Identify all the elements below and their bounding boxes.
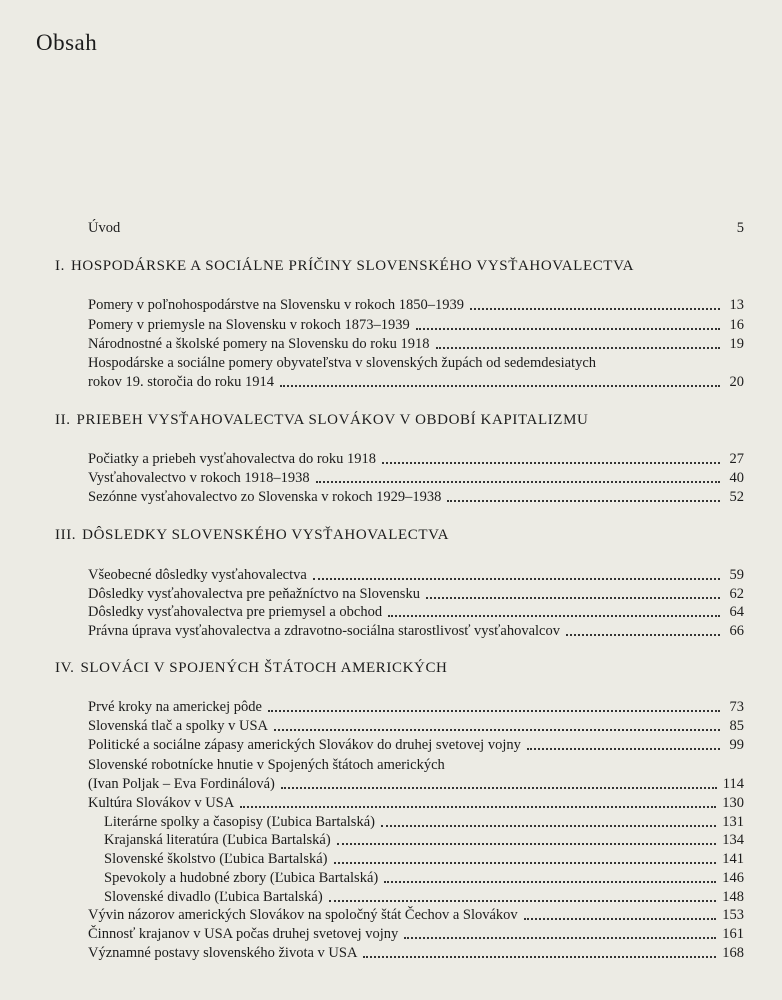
toc-entry-page: 130 [722,795,744,811]
page-title: Obsah [36,30,98,55]
toc-entry-title: Sezónne vysťahovalectvo zo Slovenska v rokoch 1929–1938 [88,489,442,505]
section-title: SLOVÁCI V SPOJENÝCH ŠTÁTOCH AMERICKÝCH [80,660,448,676]
toc-entry [88,373,744,391]
toc-entry-title: (Ivan Poljak – Eva Fordinálová) [88,776,275,792]
toc-entry [88,775,744,793]
dot-leader [527,748,720,750]
section-heading-3 [55,527,745,544]
toc-entry-page: 66 [729,623,744,639]
toc-entry-page: 27 [729,451,744,467]
dot-leader [281,787,717,789]
toc-entry-page: 141 [722,851,744,867]
dot-leader [363,956,716,958]
toc-entry-title-line1: Hospodárske a sociálne pomery obyvateľstva v slovenských župách od sedemdesiatych [88,355,597,371]
dot-leader [274,729,720,731]
toc-entry-page: 131 [722,814,744,830]
toc-entry-page: 62 [729,586,744,602]
toc-subentry [104,831,744,849]
toc-subentry [104,869,744,887]
dot-leader [313,578,720,580]
dot-leader [447,500,720,502]
toc-entry-title: rokov 19. storočia do roku 1914 [88,374,275,390]
toc-entry [88,335,744,353]
section-number: III. [55,527,77,543]
toc-entry [88,296,744,314]
toc-entry-page: 64 [729,604,744,620]
toc-entry [88,717,744,735]
toc-entry-page: 52 [729,489,744,505]
section-number: II. [55,412,71,428]
toc-entry-page: 99 [729,737,744,753]
toc-entry-title: Vysťahovalectvo v rokoch 1918–1938 [88,470,310,486]
dot-leader [524,918,717,920]
toc-entry-title: Pomery v priemysle na Slovensku v rokoch 1873–1939 [88,317,410,333]
toc-entry-page: 73 [729,699,744,715]
toc-entry-page: 153 [722,907,744,923]
toc-entry-page: 85 [729,718,744,734]
dot-leader [384,881,716,883]
toc-entry-title: Politické a sociálne zápasy amerických Slovákov do druhej svetovej vojny [88,737,521,753]
toc-entry-title: Významné postavy slovenského života v USA [88,945,358,961]
toc-entry-title: Slovenské divadlo (Ľubica Bartalská) [104,889,323,905]
toc-entry [88,944,744,962]
toc-entry-page: 59 [729,567,744,583]
toc-entry [88,316,744,334]
toc-entry-title: Vývin názorov amerických Slovákov na spoločný štát Čechov a Slovákov [88,907,518,923]
toc-entry-page: 5 [736,220,744,236]
toc-entry-intro [88,219,744,237]
toc-entry [88,794,744,812]
toc-entry-page: 20 [729,374,744,390]
dot-leader [280,385,720,387]
toc-entry-page: 19 [729,336,744,352]
toc-entry [88,906,744,924]
toc-entry-title: Slovenská tlač a spolky v USA [88,718,269,734]
dot-leader [240,806,716,808]
section-number: IV. [55,660,75,676]
toc-entry [88,603,744,621]
toc-entry-title: Spevokoly a hudobné zbory (Ľubica Bartalská) [104,870,379,886]
dot-leader [316,481,720,483]
dot-leader [334,862,717,864]
dot-leader [470,308,720,310]
toc-entry [88,450,744,468]
dot-leader [436,347,720,349]
dot-leader [329,900,717,902]
toc-entry [88,469,744,487]
toc-entry-title: Slovenské školstvo (Ľubica Bartalská) [104,851,328,867]
toc-entry-title: Úvod [88,220,121,236]
toc-entry [88,585,744,603]
toc-entry [88,622,744,640]
toc-entry-page: 16 [729,317,744,333]
section-heading-2 [55,412,745,429]
toc-entry-page: 114 [722,776,744,792]
toc-entry-title: Dôsledky vysťahovalectva pre priemysel a obchod [88,604,383,620]
toc-entry-title: Pomery v poľnohospodárstve na Slovensku v rokoch 1850–1939 [88,297,465,313]
toc-entry-title: Všeobecné dôsledky vysťahovalectva [88,567,307,583]
toc-entry-title-line1: Slovenské robotnícke hnutie v Spojených štátoch amerických [88,757,445,773]
section-number: I. [55,258,65,274]
toc-entry-page: 161 [722,926,744,942]
section-heading-4 [55,660,745,677]
toc-entry-title: Činnosť krajanov v USA počas druhej svetovej vojny [88,926,399,942]
dot-leader [268,710,720,712]
toc-entry-page: 13 [729,297,744,313]
dot-leader [416,328,720,330]
toc-entry-title: Prvé kroky na americkej pôde [88,699,262,715]
toc-subentry [104,888,744,906]
toc-entry-title: Počiatky a priebeh vysťahovalectva do roku 1918 [88,451,377,467]
dot-leader [381,825,716,827]
toc-entry [88,566,744,584]
toc-entry-page: 134 [722,832,744,848]
dot-leader [382,462,720,464]
toc-entry-title: Kultúra Slovákov v USA [88,795,235,811]
toc-entry-page: 146 [722,870,744,886]
toc-entry [88,925,744,943]
toc-entry-page: 40 [729,470,744,486]
section-title: HOSPODÁRSKE A SOCIÁLNE PRÍČINY SLOVENSKÉHO VYSŤAHOVALECTVA [70,258,635,274]
toc-subentry [104,813,744,831]
section-heading-1 [55,258,745,275]
toc-entry-page: 148 [722,889,744,905]
toc-entry [88,736,744,754]
section-title: PRIEBEH VYSŤAHOVALECTVA SLOVÁKOV V OBDOBÍ KAPITALIZMU [76,412,589,428]
toc-entry-title: Právna úprava vysťahovalectva a zdravotno-sociálna starostlivosť vysťahovalcov [88,623,560,639]
section-title: DÔSLEDKY SLOVENSKÉHO VYSŤAHOVALECTVA [82,527,450,543]
toc-entry-title: Národnostné a školské pomery na Slovensku do roku 1918 [88,336,430,352]
toc-entry-title: Literárne spolky a časopisy (Ľubica Bartalská) [104,814,375,830]
toc-subentry [104,850,744,868]
dot-leader [566,634,720,636]
toc-entry [88,488,744,506]
toc-entry-title: Dôsledky vysťahovalectva pre peňažníctvo na Slovensku [88,586,420,602]
dot-leader [404,937,716,939]
dot-leader [426,597,720,599]
dot-leader [337,843,717,845]
toc-entry-title: Krajanská literatúra (Ľubica Bartalská) [104,832,331,848]
toc-entry [88,698,744,716]
toc-entry-page: 168 [722,945,744,961]
dot-leader [388,615,720,617]
